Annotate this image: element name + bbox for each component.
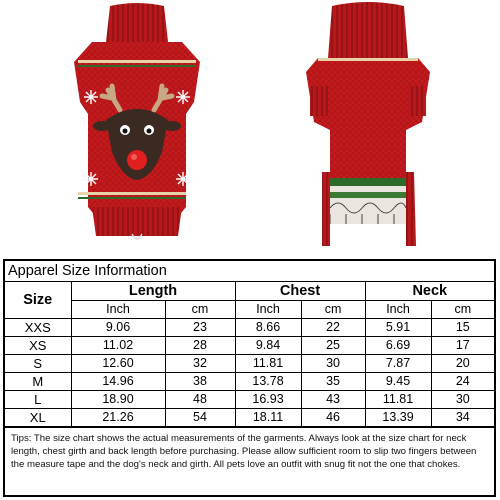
unit-length-inch: Inch [71,301,165,319]
table-row [5,319,494,337]
length-cm: 28 [165,337,235,355]
sweater-front-image [62,2,212,254]
neck-inch: 11.81 [365,391,431,409]
chest-cm: 43 [301,391,365,409]
chest-inch: 13.78 [235,373,301,391]
size-label: XXS [5,319,71,337]
size-label: S [5,355,71,373]
neck-cm: 20 [431,355,494,373]
neck-cm: 34 [431,409,494,427]
length-inch: 14.96 [71,373,165,391]
table-row [5,337,494,355]
neck-inch: 6.69 [365,337,431,355]
neck-inch: 7.87 [365,355,431,373]
table-row [5,409,494,427]
chest-inch: 9.84 [235,337,301,355]
length-inch: 11.02 [71,337,165,355]
chest-cm: 35 [301,373,365,391]
table-row [5,391,494,409]
length-inch: 9.06 [71,319,165,337]
header-neck: Neck [365,282,494,301]
size-chart [3,259,496,497]
neck-inch: 13.39 [365,409,431,427]
size-label: L [5,391,71,409]
size-tips: Tips: The size chart shows the actual measurements of the garments. Always look at the size chart for neck length, chest girth and back length before purchasing. Please allow sufficient room to slip two fingers between the measure tape and the dog's neck and girth. All pets love an outfit with snug fit not the one that chokes. [5,427,494,471]
chest-cm: 25 [301,337,365,355]
length-cm: 32 [165,355,235,373]
table-unit-row [5,301,494,319]
neck-cm: 24 [431,373,494,391]
length-cm: 23 [165,319,235,337]
neck-cm: 17 [431,337,494,355]
size-table [5,282,494,427]
length-inch: 12.60 [71,355,165,373]
length-inch: 18.90 [71,391,165,409]
chest-inch: 18.11 [235,409,301,427]
size-label: XS [5,337,71,355]
chest-cm: 30 [301,355,365,373]
unit-chest-cm: cm [301,301,365,319]
chest-inch: 11.81 [235,355,301,373]
neck-cm: 30 [431,391,494,409]
unit-neck-inch: Inch [365,301,431,319]
header-length: Length [71,282,235,301]
length-cm: 54 [165,409,235,427]
chest-inch: 16.93 [235,391,301,409]
chest-cm: 22 [301,319,365,337]
unit-chest-inch: Inch [235,301,301,319]
table-row [5,373,494,391]
size-label: XL [5,409,71,427]
sweater-back-image [296,2,440,256]
chest-cm: 46 [301,409,365,427]
header-chest: Chest [235,282,365,301]
neck-inch: 9.45 [365,373,431,391]
size-chart-title: Apparel Size Information [5,261,494,282]
unit-neck-cm: cm [431,301,494,319]
header-size: Size [5,282,71,319]
table-row [5,355,494,373]
table-header-row [5,282,494,301]
size-label: M [5,373,71,391]
unit-length-cm: cm [165,301,235,319]
length-cm: 48 [165,391,235,409]
neck-inch: 5.91 [365,319,431,337]
chest-inch: 8.66 [235,319,301,337]
length-inch: 21.26 [71,409,165,427]
length-cm: 38 [165,373,235,391]
neck-cm: 15 [431,319,494,337]
